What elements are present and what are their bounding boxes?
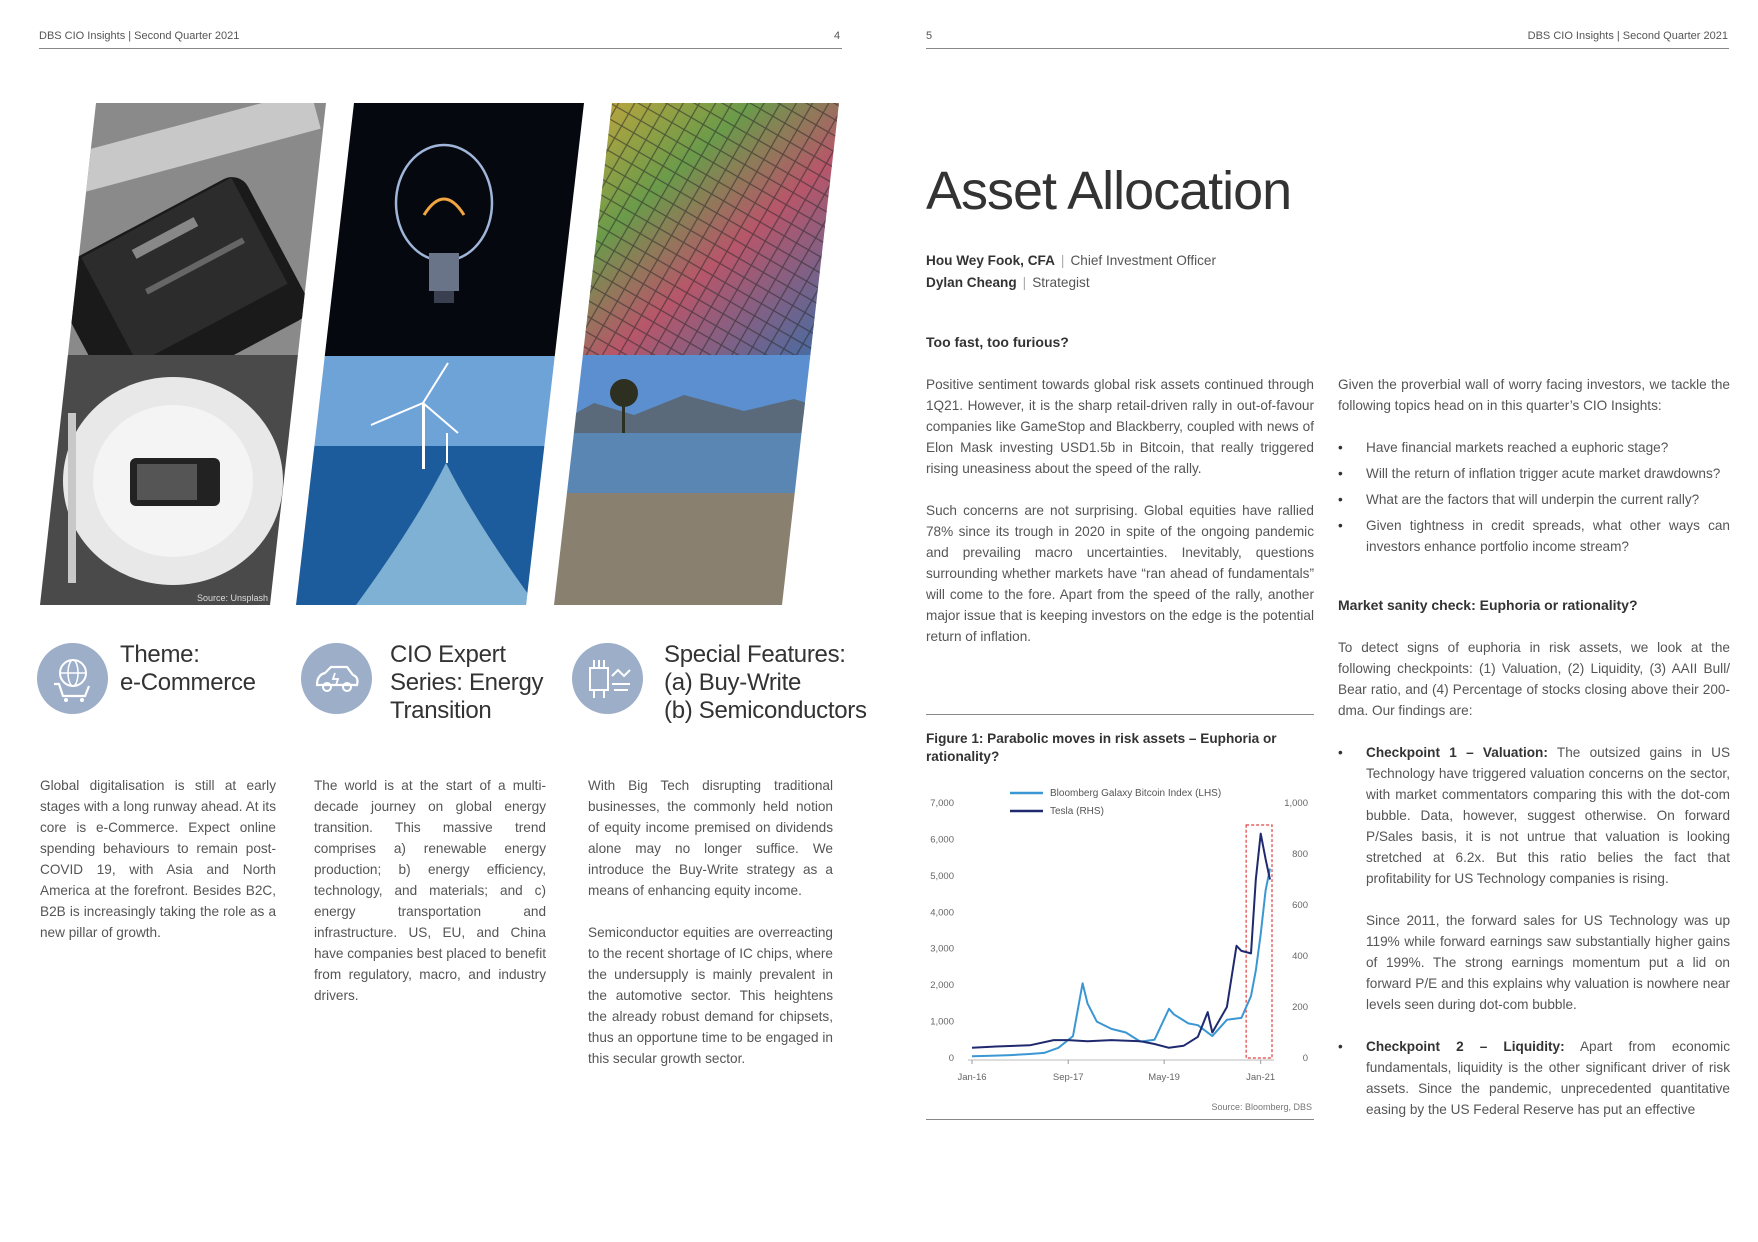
paragraph: With Big Tech disrupting traditional businesses, the commonly held notion of equity income premised on dividends alone may no longer suffice. We introduce the Buy-Write strategy as a means of enhancing equity income. — [588, 778, 833, 898]
list-item: • What are the factors that will underpin the current rally? — [1338, 489, 1730, 510]
y-left-tick-label: 3,000 — [930, 943, 954, 955]
smartphone-shopping-photo — [40, 103, 326, 605]
theme-heading-line: (a) Buy-Write — [664, 669, 802, 696]
figure-bottom-rule — [926, 1119, 1314, 1120]
y-left-tick-label: 4,000 — [930, 907, 954, 919]
y-right-tick-label: 800 — [1292, 849, 1308, 860]
theme-heading-line: (b) Semiconductors — [664, 697, 867, 724]
y-left-tick-label: 6,000 — [930, 834, 954, 846]
figure-source: Source: Bloomberg, DBS — [1211, 1102, 1312, 1112]
author-name: Hou Wey Fook, CFA — [926, 253, 1055, 268]
paragraph: Semiconductor equities are overreacting to the recent shortage of IC chips, where the undersupply is mainly prevalent in the automotive sector. This heightens the already robust demand for chipsets, thus an opportune time to be engaged in this secular growth sector. — [588, 925, 833, 1066]
theme-heading-line: CIO Expert — [390, 641, 506, 668]
left-header-rule — [39, 48, 842, 49]
x-tick-label: Jan-16 — [957, 1072, 987, 1083]
author-name: Dylan Cheang — [926, 275, 1017, 290]
page-title: Asset Allocation — [926, 161, 1292, 221]
bitcoin-series-line — [972, 869, 1270, 1057]
right-page-number: 5 — [926, 30, 933, 42]
checkpoint-item — [1338, 742, 1730, 1015]
figure-title: Figure 1: Parabolic moves in risk assets – Euphoria or rationality? — [926, 731, 1277, 764]
paragraph: The world is at the start of a multi-decade journey on global energy transition. This massive trend comprises a) renewable energy production; b) energy efficiency, technology, and materials; and c) energy transportation and infrastructure. US, EU, and China have companies best placed to benefit from regulatory, macro, and industry drivers. — [314, 778, 547, 1003]
theme-heading-energy — [390, 641, 543, 725]
section-heading: Too fast, too furious? — [926, 334, 1069, 350]
paragraph: Positive sentiment towards global risk assets continued through 1Q21. However, it is the sharp retail-driven rally in out-of-favour companies like GameStop and Blackberry, coupled with news of Elon Mask investing USD1.5b in Bitcoin, that really triggered rising uneasiness about the speed of the rally. — [926, 377, 1314, 476]
chip-lake-photo — [554, 103, 839, 605]
article-column-1 — [926, 374, 1314, 668]
checkpoint-list — [1338, 742, 1730, 1120]
theme-heading-line: Theme: — [120, 641, 200, 668]
theme-heading-line: Series: Energy — [390, 669, 544, 696]
paragraph: To detect signs of euphoria in risk assets, we look at the following checkpoints: (1) Valuation, (2) Liquidity, (3) AAII Bull/ Bear ratio, and (4) Percentage of stocks closing above their 200-dma. Our findings are: — [1338, 640, 1730, 718]
x-tick-label: Jan-21 — [1246, 1072, 1276, 1083]
author-line: Hou Wey Fook, CFA | Chief Investment Officer — [926, 253, 1216, 268]
topic-list — [1338, 437, 1730, 557]
y-left-tick-label: 0 — [948, 1053, 954, 1064]
ecommerce-text — [40, 775, 276, 964]
paragraph: Such concerns are not surprising. Global equities have rallied 78% since its trough in 2020 in spite of the ongoing pandemic and prevailing macro uncertainties. Inevitably, questions surrounding whether markets have “ran ahead of fundamentals” will come to the fore. Apart from the speed of the rally, another major issue that is keeping investors on the edge is the potential return of inflation. — [926, 503, 1314, 644]
left-header-title: DBS CIO Insights | Second Quarter 2021 — [39, 30, 240, 42]
photo-strip-ecommerce — [40, 103, 326, 605]
y-right-tick-label: 400 — [1292, 951, 1308, 962]
electric-car-icon — [301, 643, 372, 714]
y-left-tick-label: 1,000 — [930, 1016, 954, 1028]
y-right-tick-label: 200 — [1292, 1002, 1308, 1013]
theme-heading-line: e-Commerce — [120, 669, 256, 696]
theme-heading-line: Special Features: — [664, 641, 846, 668]
paragraph: Given the proverbial wall of worry facing investors, we tackle the following topics head on in this quarter’s CIO Insights: — [1338, 377, 1730, 413]
y-right-tick-label: 1,000 — [1284, 798, 1308, 809]
y-left-tick-label: 5,000 — [930, 870, 954, 882]
right-header-title: DBS CIO Insights | Second Quarter 2021 — [1527, 30, 1728, 42]
x-tick-label: Sep-17 — [1052, 1072, 1084, 1083]
checkpoint-column — [1338, 637, 1730, 1125]
lightbulb-windturbine-photo — [296, 103, 584, 605]
list-item: • Will the return of inflation trigger acute market drawdowns? — [1338, 463, 1730, 484]
photo-credit: Source: Unsplash — [197, 593, 269, 603]
checkpoint-text: Apart from economic fundamentals, liquidity is the other significant driver of risk assets. Since the pandemic, unprecedented quantitative easing by the US Federal Reserve has put an effective — [1366, 1039, 1730, 1117]
energy-text — [314, 775, 546, 1027]
author-line: Dylan Cheang | Strategist — [926, 275, 1090, 290]
checkpoint-item — [1338, 1036, 1730, 1120]
bitcoin-tesla-chart — [926, 780, 1316, 1110]
y-right-tick-label: 600 — [1292, 900, 1308, 911]
list-item: • Have financial markets reached a euphoric stage? — [1338, 437, 1730, 458]
legend-label: Tesla (RHS) — [1050, 806, 1104, 817]
y-left-tick-label: 2,000 — [930, 980, 954, 992]
photo-strip-energy — [296, 103, 584, 605]
tesla-series-line — [972, 834, 1270, 1048]
figure-top-rule — [926, 714, 1314, 715]
x-tick-label: May-19 — [1148, 1072, 1180, 1083]
theme-heading-line: Transition — [390, 697, 492, 724]
paragraph: Global digitalisation is still at early stages with a long runway ahead. At its core is e-Commerce. Expect online spending behaviours to remain post-COVID 19, with Asia and North America at the forefront. Besides B2C, B2B is increasingly taking the role as a new pillar of growth. — [40, 778, 276, 940]
checkpoint-extra: Since 2011, the forward sales for US Technology was up 119% while forward earnings saw substantially higher gains of 199%. The strong earnings momentum put a lid on forward P/E and this explains why valuation is nowhere near levels seen during dot-com bubble. — [1366, 913, 1730, 1012]
left-page-number: 4 — [834, 30, 841, 42]
theme-heading-ecommerce — [120, 641, 256, 697]
right-header-rule — [926, 48, 1729, 49]
author-role: Strategist — [1032, 275, 1090, 290]
author-role: Chief Investment Officer — [1070, 253, 1216, 268]
photo-strip-semiconductor — [554, 103, 839, 605]
y-left-tick-label: 7,000 — [930, 798, 954, 809]
checkpoint-text: The outsized gains in US Technology have triggered valuation concerns on the sector, with market commentators comparing this with the dot-com bubble. Data, however, suggest otherwise. On forward P/Sales basis, it is not untrue that valuation is looking stretched at 6.2x. But this ratio belies the fact that profitability for US Technology companies is rising. — [1366, 745, 1731, 886]
section-heading: Market sanity check: Euphoria or rationality? — [1338, 597, 1638, 613]
legend-label: Bloomberg Galaxy Bitcoin Index (LHS) — [1050, 788, 1222, 799]
chip-icon — [572, 643, 643, 714]
theme-heading-special — [664, 641, 867, 725]
y-right-tick-label: 0 — [1302, 1053, 1308, 1064]
special-text — [588, 775, 833, 1090]
globe-cart-icon — [37, 643, 108, 714]
list-item: • Given tightness in credit spreads, what other ways can investors enhance portfolio income stream? — [1338, 515, 1730, 557]
checkpoint-label: Checkpoint 1 – Valuation: — [1366, 745, 1548, 760]
article-column-2 — [1338, 374, 1730, 578]
checkpoint-label: Checkpoint 2 – Liquidity: — [1366, 1039, 1565, 1054]
